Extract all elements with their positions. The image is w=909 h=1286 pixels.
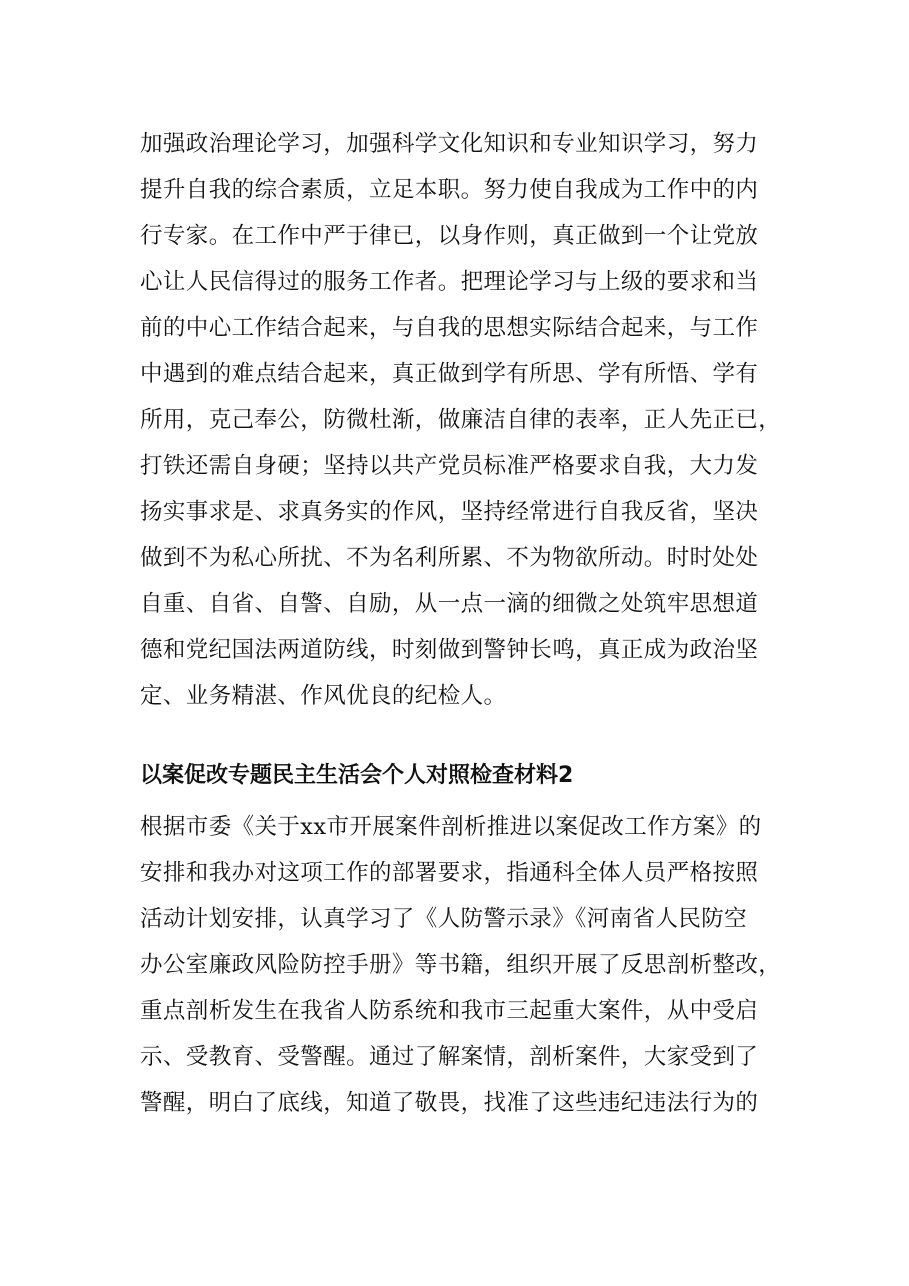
paragraph-line: 办公室廉政风险防控手册》等书籍，组织开展了反思剖析整改， <box>140 952 782 978</box>
paragraph-line: 根据市委《关于xx市开展案件剖析推进以案促改工作方案》的 <box>140 814 762 840</box>
paragraph-line: 做到不为私心所扰、不为名利所累、不为物欲所动。时时处处 <box>140 545 759 571</box>
paragraph-line: 活动计划安排，认真学习了《人防警示录》《河南省人民防空 <box>140 906 748 932</box>
paragraph-line: 警醒，明白了底线，知道了敬畏，找准了这些违纪违法行为的 <box>140 1090 759 1116</box>
paragraph-line: 行专家。在工作中严于律已，以身作则，真正做到一个让党放 <box>140 223 759 249</box>
section-heading: 以案促改专题民主生活会个人对照检查材料2 <box>140 763 574 788</box>
paragraph-2 <box>140 778 780 1126</box>
paragraph-line: 安排和我办对这项工作的部署要求，指通科全体人员严格按照 <box>140 860 759 886</box>
paragraph-line: 扬实事求是、求真务实的作风，坚持经常进行自我反省，坚决 <box>140 499 759 525</box>
paragraph-line: 德和党纪国法两道防线，时刻做到警钟长鸣，真正成为政治坚 <box>140 637 759 663</box>
paragraph-line: 心让人民信得过的服务工作者。把理论学习与上级的要求和当 <box>140 269 759 295</box>
paragraph-line: 中遇到的难点结合起来，真正做到学有所思、学有所悟、学有 <box>140 361 759 387</box>
paragraph-1 <box>140 121 780 719</box>
paragraph-line: 加强政治理论学习，加强科学文化知识和专业知识学习，努力 <box>140 131 759 157</box>
paragraph-line: 所用，克己奉公，防微杜渐，做廉洁自律的表率，正人先正已， <box>140 407 782 433</box>
paragraph-line: 提升自我的综合素质，立足本职。努力使自我成为工作中的内 <box>140 177 759 203</box>
paragraph-line: 重点剖析发生在我省人防系统和我市三起重大案件，从中受启 <box>140 998 759 1024</box>
paragraph-line: 打铁还需自身硬；坚持以共产党员标准严格要求自我，大力发 <box>140 453 759 479</box>
paragraph-line: 前的中心工作结合起来，与自我的思想实际结合起来，与工作 <box>140 315 759 341</box>
paragraph-line: 定、业务精湛、作风优良的纪检人。 <box>140 683 507 709</box>
paragraph-line: 自重、自省、自警、自励，从一点一滴的细微之处筑牢思想道 <box>140 591 759 617</box>
paragraph-line: 示、受教育、受警醒。通过了解案情，剖析案件，大家受到了 <box>140 1044 759 1070</box>
